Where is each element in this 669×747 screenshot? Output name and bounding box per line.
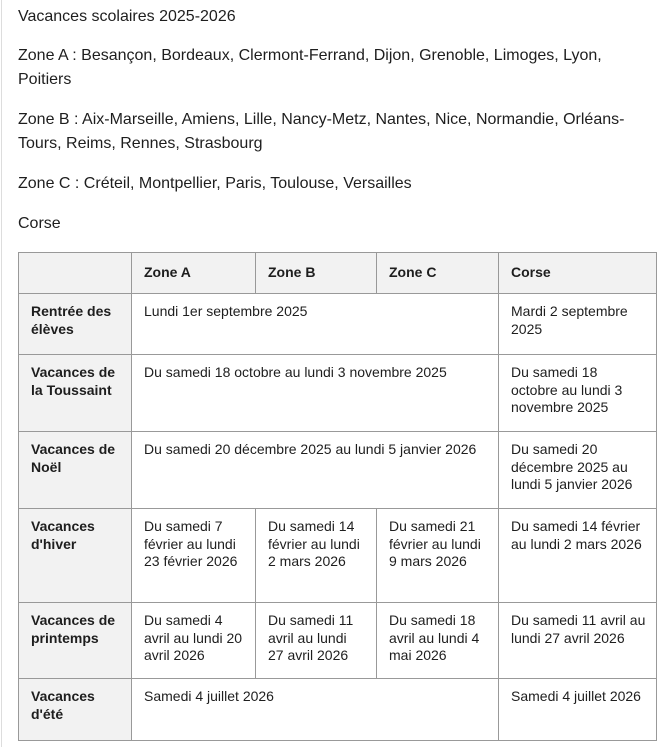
cell-all-zones: Lundi 1er septembre 2025 xyxy=(132,294,499,355)
cell-zone-a: Du samedi 7 février au lundi 23 février 2026 xyxy=(132,509,256,603)
cell-all-zones: Du samedi 18 octobre au lundi 3 novembre 2025 xyxy=(132,355,499,432)
left-border-rule xyxy=(1,0,2,747)
row-label: Vacances d'été xyxy=(19,679,132,741)
header-empty xyxy=(19,253,132,294)
cell-corse: Du samedi 20 décembre 2025 au lundi 5 janvier 2026 xyxy=(499,432,657,509)
cell-zone-a: Du samedi 4 avril au lundi 20 avril 2026 xyxy=(132,603,256,679)
header-corse: Corse xyxy=(499,253,657,294)
cell-corse: Du samedi 11 avril au lundi 27 avril 2026 xyxy=(499,603,657,679)
cell-corse: Du samedi 14 février au lundi 2 mars 2026 xyxy=(499,509,657,603)
header-zone-c: Zone C xyxy=(377,253,499,294)
school-holidays-table xyxy=(18,252,657,741)
cell-corse: Du samedi 18 octobre au lundi 3 novembre 2025 xyxy=(499,355,657,432)
table-row-ete xyxy=(19,679,657,741)
cell-zone-c: Du samedi 21 février au lundi 9 mars 2026 xyxy=(377,509,499,603)
table-row-printemps xyxy=(19,603,657,679)
page-title: Vacances scolaires 2025-2026 xyxy=(18,8,236,25)
zone-c-description: Zone C : Créteil, Montpellier, Paris, Toulouse, Versailles xyxy=(18,175,412,192)
row-label: Vacances de printemps xyxy=(19,603,132,679)
cell-all-zones: Samedi 4 juillet 2026 xyxy=(132,679,499,741)
zone-a-description: Zone A : Besançon, Bordeaux, Clermont-Ferrand, Dijon, Grenoble, Limoges, Lyon, Poitiers xyxy=(18,47,602,88)
table-header-row xyxy=(19,253,657,294)
table-row-hiver xyxy=(19,509,657,603)
header-zone-a: Zone A xyxy=(132,253,256,294)
cell-corse: Samedi 4 juillet 2026 xyxy=(499,679,657,741)
zone-b-description: Zone B : Aix-Marseille, Amiens, Lille, Nancy-Metz, Nantes, Nice, Normandie, Orléans-Tours, Reims, Rennes, Strasbourg xyxy=(18,111,625,152)
table-row-toussaint xyxy=(19,355,657,432)
cell-zone-c: Du samedi 18 avril au lundi 4 mai 2026 xyxy=(377,603,499,679)
row-label: Rentrée des élèves xyxy=(19,294,132,355)
row-label: Vacances de la Toussaint xyxy=(19,355,132,432)
cell-zone-b: Du samedi 11 avril au lundi 27 avril 2026 xyxy=(256,603,377,679)
header-zone-b: Zone B xyxy=(256,253,377,294)
row-label: Vacances de Noël xyxy=(19,432,132,509)
table-row-noel xyxy=(19,432,657,509)
corse-label: Corse xyxy=(18,215,61,232)
cell-corse: Mardi 2 septembre 2025 xyxy=(499,294,657,355)
table-row-rentree xyxy=(19,294,657,355)
cell-zone-b: Du samedi 14 février au lundi 2 mars 2026 xyxy=(256,509,377,603)
cell-all-zones: Du samedi 20 décembre 2025 au lundi 5 janvier 2026 xyxy=(132,432,499,509)
row-label: Vacances d'hiver xyxy=(19,509,132,603)
